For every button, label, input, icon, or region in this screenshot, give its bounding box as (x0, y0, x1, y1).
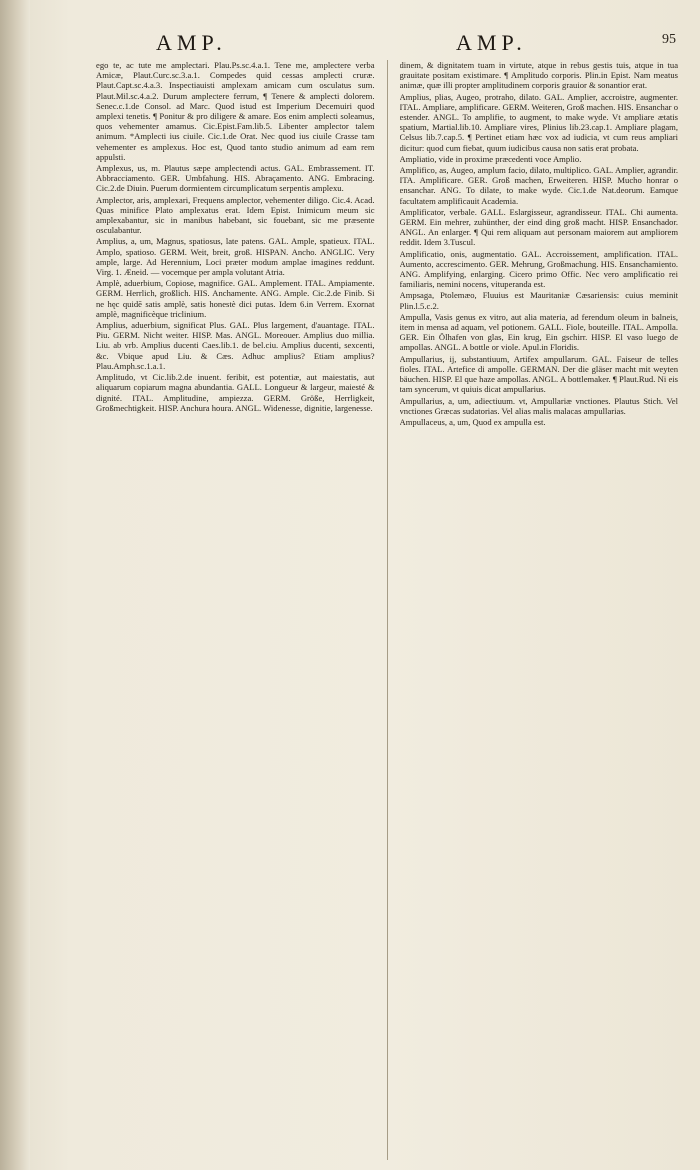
dictionary-entry: Ampullarius, ij, substantiuum, Artifex ampullarum. GAL. Faiseur de telles fioles. ITAL. Artefice di ampolle. GERMAN. Der die gläser macht mit weyten bäuchen. HISP. El que haze ampollas. ANGL. A bottlemaker. ¶ Plaut.Rud. Ni eis tam syncerum, vt quiuis dicat ampullarius. (399, 353, 679, 395)
column-rule (387, 60, 388, 1160)
dictionary-entry: Amplifico, as, Augeo, amplum facio, dilato, multiplico. GAL. Amplier, agrandir. ITA. Amplificare. GER. Groß machen, Erweiteren. HISP. Mucho honrar o ensanchar. ANG. To dilate, to make wyde. Cic.1.de Nat.deorum. Eamque facultatem amplificauit Academia. (399, 165, 679, 206)
dictionary-entry: Ampliatio, vide in proxime præcedenti voce Amplio. (399, 153, 582, 164)
dictionary-entry: dinem, & dignitatem tuam in virtute, atque in rebus gestis tuis, atque in tua grauitate positam existimare. ¶ Amplitudo corporis. Plin.in Epist. Nam meatus animæ, quæ illi propter amplitudinem corporis grauior & sonantior erat. (399, 60, 679, 91)
dictionary-entry: Amplificator, verbale. GALL. Eslargisseur, agrandisseur. ITAL. Chi aumenta. GERM. Ein mehrer, zuhünther, der eind ding groß macht. HISP. Ensanchador. ANGL. An enlarger. ¶ Qui rem aliquam aut personam maiorem aut ampliorem reddit. Idem 3.Tuscul. (399, 206, 679, 248)
left-column (96, 60, 375, 1160)
dictionary-entry: Ampulla, Vasis genus ex vitro, aut alia materia, ad ferendum oleum in balneis, item in mensa ad aquam, vel potionem. GALL. Fiole, bouteille. ITAL. Ampolla. GER. Ein Ölhafen von glas, Ein krug, Ein gschirr. HISP. El vaso luego de ampollas. ANGL. A bottle or viole. Apul.in Floridis. (399, 311, 679, 353)
dictionary-entry: Amplificatio, onis, augmentatio. GAL. Accroissement, amplification. ITAL. Aumento, accrescimento. GER. Mehrung, Großmachung. HIS. Ensanchamiento. ANG. Amplifying, enlarging. Cicero primo Offic. Nec vero amplificatio rei familiaris, nemini nocens, vituperanda est. (399, 248, 679, 290)
dictionary-entry: Amplè, aduerbium, Copiose, magnifice. GAL. Amplement. ITAL. Ampiamente. GERM. Herrlich, großlich. HIS. Anchamente. ANG. Ample. Cic.2.de Finib. Si ne hęc quidē satis amplè, satis honestè dici putas. Idem 6.in Verrem. Exornat amplè, magnificèque triclinium. (96, 278, 375, 319)
right-headword: AMP. (456, 30, 527, 55)
dictionary-entry: Amplius, a, um, Magnus, spatiosus, late patens. GAL. Ample, spatieux. ITAL. Amplo, spatioso. GERM. Weit, breit, groß. HISPAN. Ancho. ANGLIC. Very ample, large. Ad Herennium, Loci præter modum amplae imagines reddunt. Virg. 1. Æneid. — vocemque per ampla volutant Atria. (96, 236, 375, 278)
dictionary-entry: Ampsaga, Ptolemæo, Fluuius est Mauritaniæ Cæsariensis: cuius meminit Plin.l.5.c.2. (399, 290, 679, 311)
book-spine-shadow (0, 0, 30, 1170)
right-column (400, 60, 679, 1160)
two-column-body (96, 60, 678, 1160)
dictionary-entry: Amplitudo, vt Cic.lib.2.de inuent. feribit, est potentiæ, aut maiestatis, aut aliquarum copiarum magna abundantia. GALL. Longueur & largeur, maiesté & dignité. ITAL. Amplitudine, ampiezza. GERM. Größe, Herrligkeit, Großmechtigkeit. HISP. Anchura houra. ANGL. Widenesse, dignitie, largenesse. (96, 372, 375, 413)
dictionary-entry: Amplius, aduerbium, significat Plus. GAL. Plus largement, d'auantage. ITAL. Piu. GERM. Nicht weiter. HISP. Mas. ANGL. Moreouer. Amplius duo millia. Liu. ab vrb. Amplius ducenti Caes.lib.1. de bel.ciu. Amplius ducenti, sexcenti, &c. Vbique apud Liu. & Cæs. Adhuc amplius? Etiam amplius? Plau.Amph.sc.1.a.1. (96, 320, 375, 371)
left-headword: AMP. (156, 30, 227, 55)
running-header (96, 24, 678, 56)
dictionary-entry: Amplius, plias, Augeo, protraho, dilato. GAL. Amplier, accroistre, augmenter. ITAL. Ampliare, amplificare. GERM. Weiteren, Groß machen. HIS. Ensanchar o estender. ANGL. To amplifie, to augment, to make wyde. Vt ampliare ætatis spatium, Martial.lib.10. Ampliare vires, Plinius lib.23.cap.1. Ampliare plagam, Celsus lib.7.cap.5. ¶ Pertinet etiam hæc vox ad iudicia, vt cum reus ampliari dicitur: quod cum fiebat, quum iudicibus causa non satis erat probata. (399, 91, 679, 153)
dictionary-entry: Amplector, aris, amplexari, Frequens amplector, vehementer diligo. Cic.4. Acad. Quas minifice Plato amplexatus erat. Idem Epist. Inimicum meum sic amplexabantur, sic in manibus habebant, sic fouebant, sic me præsente osculabantur. (96, 194, 375, 236)
dictionary-entry: ego te, ac tute me amplectari. Plau.Ps.sc.4.a.1. Tene me, amplectere verba Amicæ, Plaut.Curc.sc.3.a.1. Compedes quid cessas amplecti cruræ. Plaut.Capt.sc.4.a.3. Inspectiauisti amplexam amicam cum osculatus sum. Plaut.Mil.sc.4.a.2. Durum amplectere ferrum, ¶ Tenere & amplecti dolorem. Senec.c.1.de Consol. ad Marc. Quod istud est Imperium Decemuiri quod amplexi tenetis. ¶ Ponitur & pro diligere & amare. Eos enim amplecti soleamus, quos vehementer amamus. Cic.Epist.Fam.lib.5. Libenter amplector talem animum. *Amplecti ius ciuile. Cic.1.de Orat. Nec quod ius ciuile Crasse tam vehementer es amplexus. Hoc est, Quod tanto studio animum ad eam rem appulsti. (96, 60, 375, 162)
dictionary-entry: Amplexus, us, m. Plautus sæpe amplectendi actus. GAL. Embrassement. IT. Abbracciamento. GER. Umbfahung. HIS. Abraçamento. ANG. Embracing. Cic.2.de Diuin. Puerum dormientem circumplicatum serpentis amplexu. (96, 163, 375, 194)
page-number: 95 (662, 32, 676, 47)
dictionary-entry: Ampullaceus, a, um, Quod ex ampulla est. (399, 416, 546, 427)
dictionary-entry: Ampullarius, a, um, adiectiuum. vt, Ampullariæ vnctiones. Plautus Stich. Vel vnctiones Græcas sudatorias. Vel alias malis malacas ampullarias. (399, 395, 679, 416)
